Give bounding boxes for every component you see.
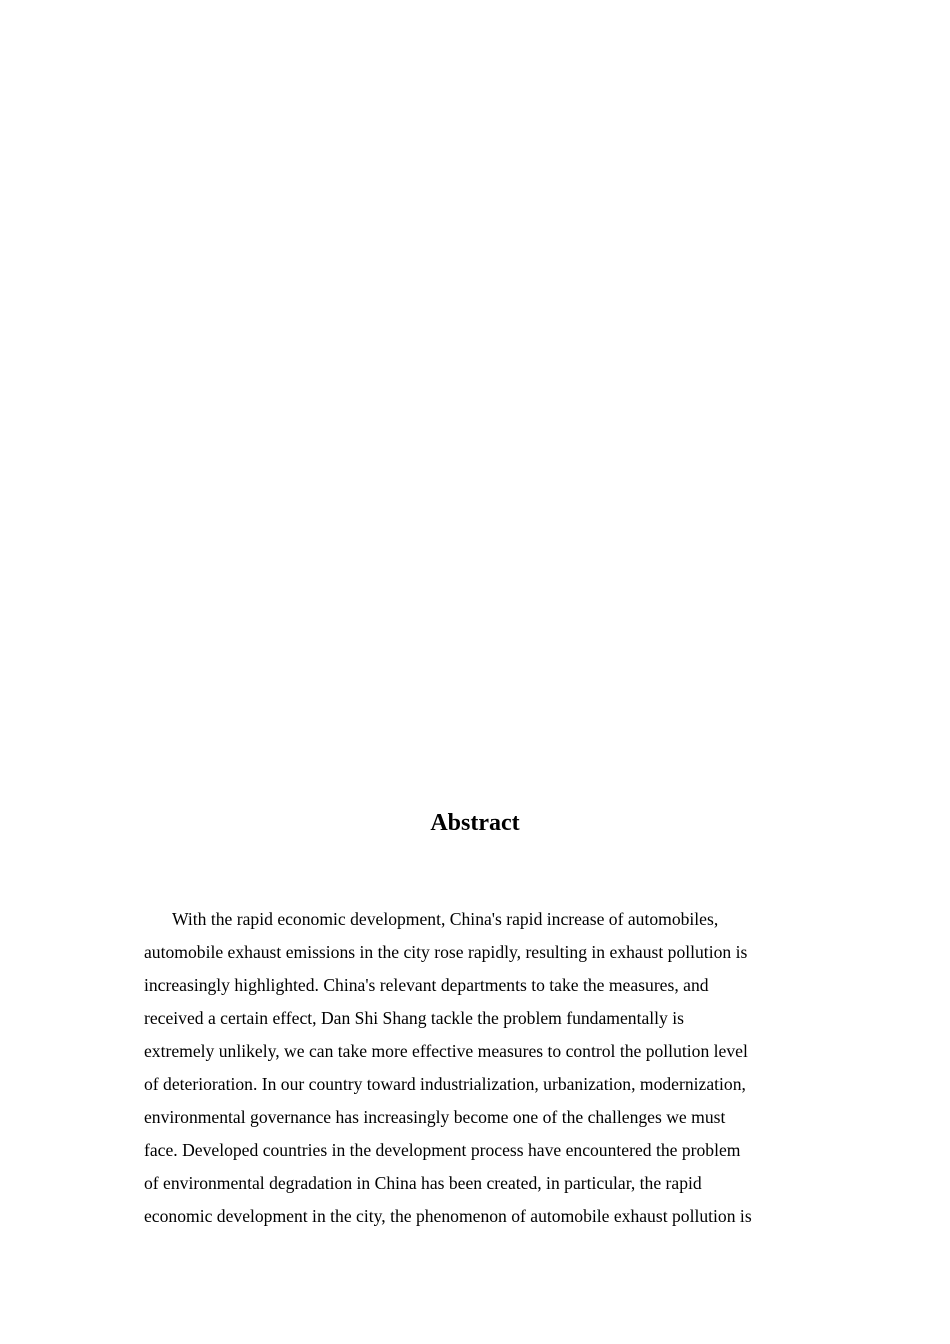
paragraph-line: received a certain effect, Dan Shi Shang tackle the problem fundamentally is: [144, 1008, 684, 1028]
paragraph-line: environmental governance has increasingly become one of the challenges we must: [144, 1107, 726, 1127]
abstract-title: Abstract: [430, 810, 520, 836]
paragraph-line: increasingly highlighted. China's relevant departments to take the measures, and: [144, 975, 709, 995]
paragraph-line: With the rapid economic development, China's rapid increase of automobiles,: [172, 909, 719, 929]
paragraph-line: of environmental degradation in China has been created, in particular, the rapid: [144, 1173, 702, 1193]
paragraph-line: automobile exhaust emissions in the city rose rapidly, resulting in exhaust pollution is: [144, 942, 748, 962]
paragraph-line: face. Developed countries in the development process have encountered the problem: [144, 1140, 741, 1160]
paragraph-line: economic development in the city, the phenomenon of automobile exhaust pollution is: [144, 1206, 752, 1226]
paragraph-line: of deterioration. In our country toward industrialization, urbanization, modernization,: [144, 1074, 746, 1094]
abstract-paragraph: [144, 903, 824, 1233]
paragraph-line: extremely unlikely, we can take more effective measures to control the pollution level: [144, 1041, 748, 1061]
